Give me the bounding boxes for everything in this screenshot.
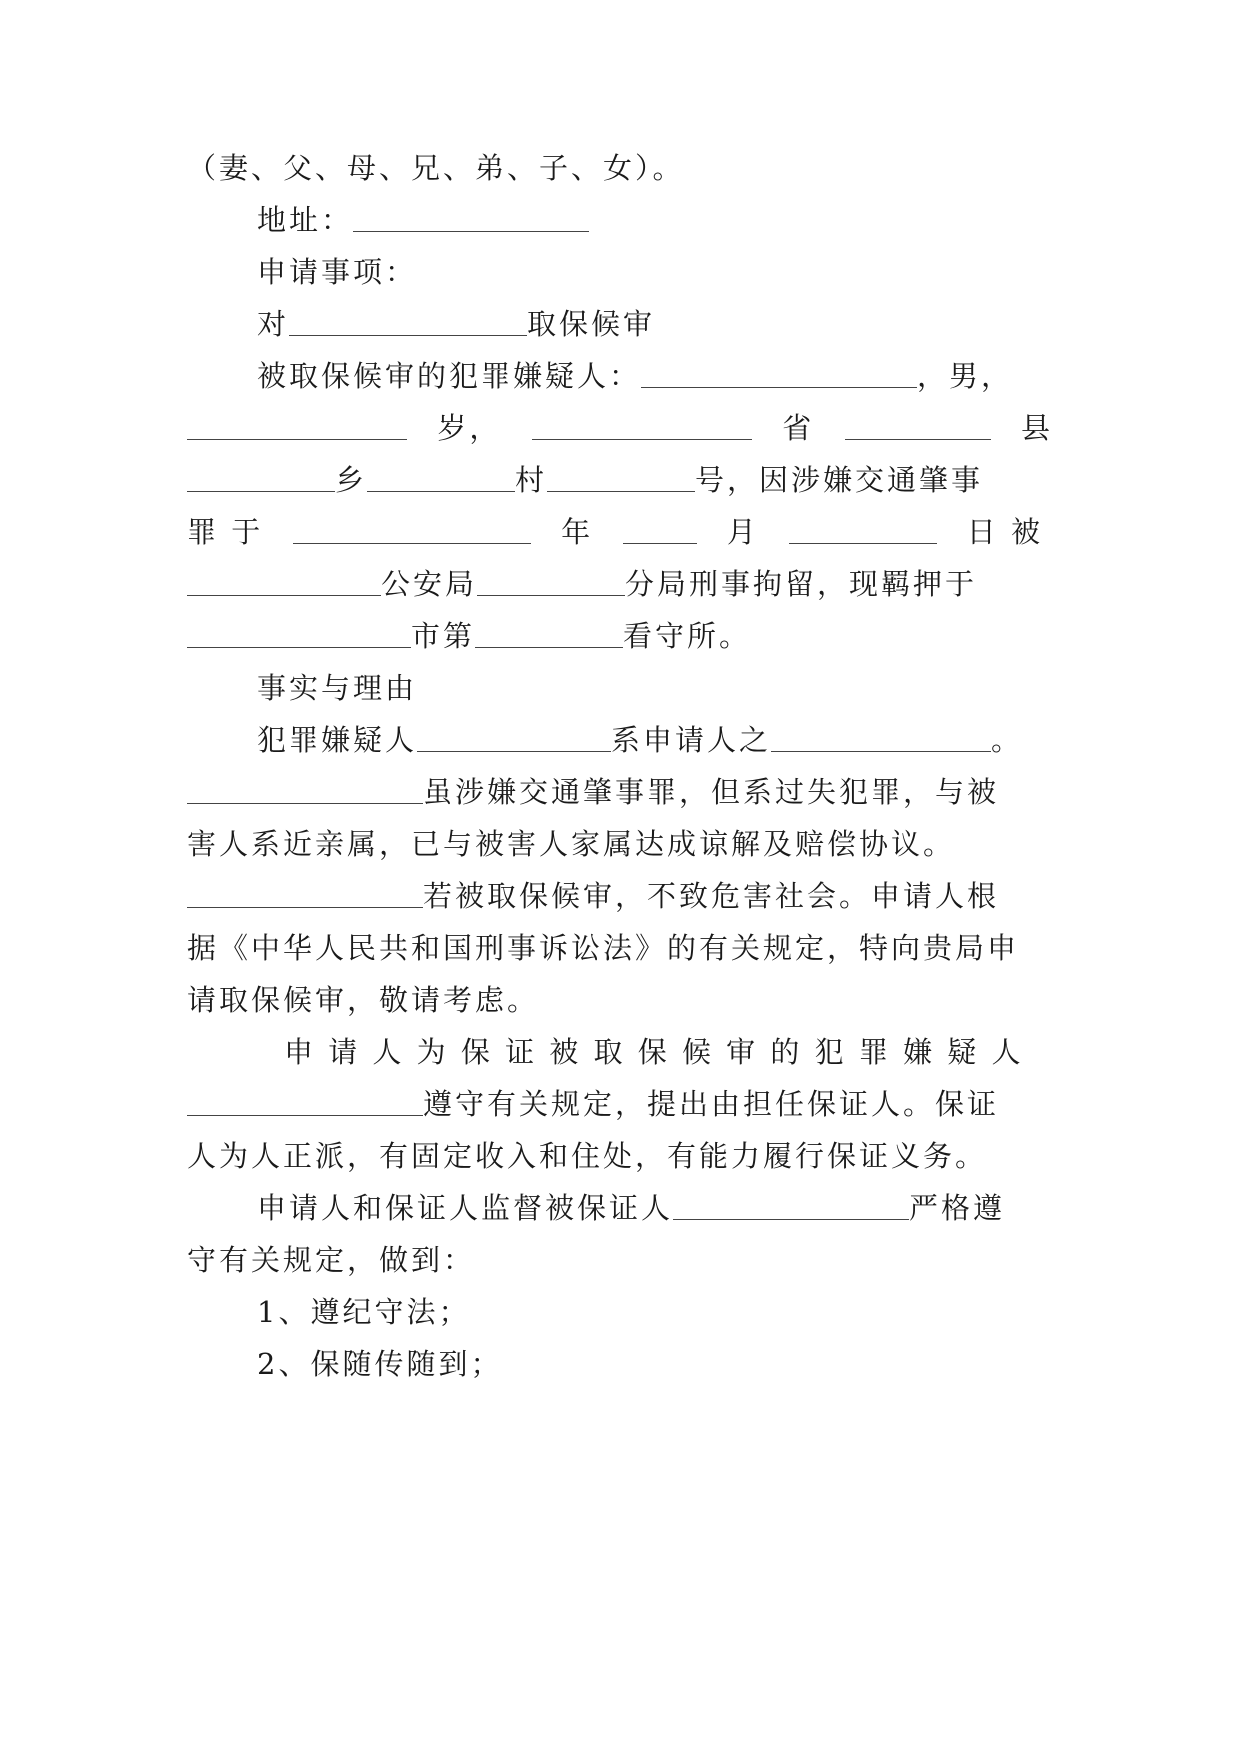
guarantee-line xyxy=(284,1032,1050,1072)
number-blank[interactable] xyxy=(547,490,695,492)
police-line xyxy=(187,564,1047,604)
crime-at-label: 罪 于 xyxy=(187,515,264,549)
request-heading-text: 申请事项： xyxy=(257,255,418,289)
address-line xyxy=(257,200,1117,240)
negligence-line xyxy=(187,772,1047,812)
bail-target-prefix: 对 xyxy=(257,307,290,341)
rule-item-2 xyxy=(257,1344,1117,1384)
facts-heading-text: 事实与理由 xyxy=(257,671,418,705)
guarantor-quality-line xyxy=(187,1136,1047,1176)
suspect-line xyxy=(257,356,1047,396)
law-line xyxy=(187,928,1047,968)
guarantor-line xyxy=(187,1084,1047,1124)
negligence-name-blank[interactable] xyxy=(187,802,423,804)
village-blank[interactable] xyxy=(367,490,515,492)
address-label: 地址： xyxy=(257,203,354,237)
province-label: 省 xyxy=(782,411,815,445)
no-harm-line xyxy=(187,876,1047,916)
village-label: 村 xyxy=(515,463,548,497)
day-label: 日 被 xyxy=(966,515,1043,549)
relation-period: 。 xyxy=(991,723,1024,757)
month-label: 月 xyxy=(726,515,759,549)
rule-item-2-text: 2、保随传随到； xyxy=(257,1347,503,1381)
county-blank[interactable] xyxy=(845,438,991,440)
no-harm-name-blank[interactable] xyxy=(187,906,423,908)
center-number-blank[interactable] xyxy=(475,646,623,648)
township-line xyxy=(187,460,1047,500)
guarantee-text: 申 请 人 为 保 证 被 取 保 候 审 的 犯 罪 嫌 疑 人 xyxy=(284,1035,1024,1069)
bail-target-blank[interactable] xyxy=(289,334,527,336)
relation-line xyxy=(257,720,1117,760)
day-blank[interactable] xyxy=(789,542,937,544)
request-close-text: 请取保候审，敬请考虑。 xyxy=(187,983,540,1017)
year-blank[interactable] xyxy=(293,542,531,544)
age-blank[interactable] xyxy=(187,438,407,440)
age-label: 岁， xyxy=(437,411,502,445)
supervised-person-blank[interactable] xyxy=(673,1218,909,1220)
guarantor-text: 遵守有关规定，提出由担任保证人。保证 xyxy=(423,1087,1000,1121)
no-harm-text: 若被取保候审，不致危害社会。申请人根 xyxy=(423,879,1000,913)
rules-intro-line xyxy=(187,1240,1047,1280)
police-bureau-label: 公安局 xyxy=(381,567,478,601)
guarantor-suspect-blank[interactable] xyxy=(187,1114,423,1116)
rule-item-1-text: 1、遵纪守法； xyxy=(257,1295,471,1329)
relation-blank[interactable] xyxy=(771,750,991,752)
facts-heading xyxy=(257,668,1117,708)
sub-bureau-blank[interactable] xyxy=(477,594,625,596)
year-label: 年 xyxy=(561,515,594,549)
city-label: 市第 xyxy=(411,619,476,653)
bail-target-suffix: 取保候审 xyxy=(527,307,656,341)
charge-text: 号，因涉嫌交通肇事 xyxy=(695,463,984,497)
county-label: 县 xyxy=(1020,411,1053,445)
detention-center-line xyxy=(187,616,1047,656)
relation-suspect-blank[interactable] xyxy=(417,750,611,752)
bail-target-line xyxy=(257,304,1117,344)
suspect-gender: ，男， xyxy=(917,359,1014,393)
township-blank[interactable] xyxy=(187,490,335,492)
relation-suspect-label: 犯罪嫌疑人 xyxy=(257,723,418,757)
law-text: 据《中华人民共和国刑事诉讼法》的有关规定，特向贵局申 xyxy=(187,931,1020,965)
age-province-line xyxy=(187,408,1053,448)
suspect-label: 被取保候审的犯罪嫌疑人： xyxy=(257,359,642,393)
month-blank[interactable] xyxy=(623,542,697,544)
request-heading xyxy=(257,252,1117,292)
city-blank[interactable] xyxy=(187,646,411,648)
request-close-line xyxy=(187,980,1047,1020)
relation-label: 系申请人之 xyxy=(611,723,772,757)
detention-text: 分局刑事拘留，现羁押于 xyxy=(625,567,978,601)
province-blank[interactable] xyxy=(532,438,752,440)
kinship-text: （妻、父、母、兄、弟、子、女）。 xyxy=(187,151,685,185)
supervision-line xyxy=(257,1188,1117,1228)
kinship-line xyxy=(187,148,1047,188)
address-blank[interactable] xyxy=(353,230,589,232)
police-bureau-blank[interactable] xyxy=(187,594,381,596)
supervision-suffix: 严格遵 xyxy=(909,1191,1006,1225)
detention-date-line xyxy=(187,512,1043,552)
settlement-text: 害人系近亲属，已与被害人家属达成谅解及赔偿协议。 xyxy=(187,827,956,861)
negligence-text: 虽涉嫌交通肇事罪，但系过失犯罪，与被 xyxy=(423,775,1000,809)
suspect-name-blank[interactable] xyxy=(641,386,917,388)
township-label: 乡 xyxy=(335,463,368,497)
rule-item-1 xyxy=(257,1292,1117,1332)
supervision-label: 申请人和保证人监督被保证人 xyxy=(257,1191,674,1225)
guarantor-quality-text: 人为人正派，有固定收入和住处，有能力履行保证义务。 xyxy=(187,1139,988,1173)
detention-center-label: 看守所。 xyxy=(623,619,752,653)
settlement-line xyxy=(187,824,1047,864)
rules-intro-text: 守有关规定，做到： xyxy=(187,1243,476,1277)
